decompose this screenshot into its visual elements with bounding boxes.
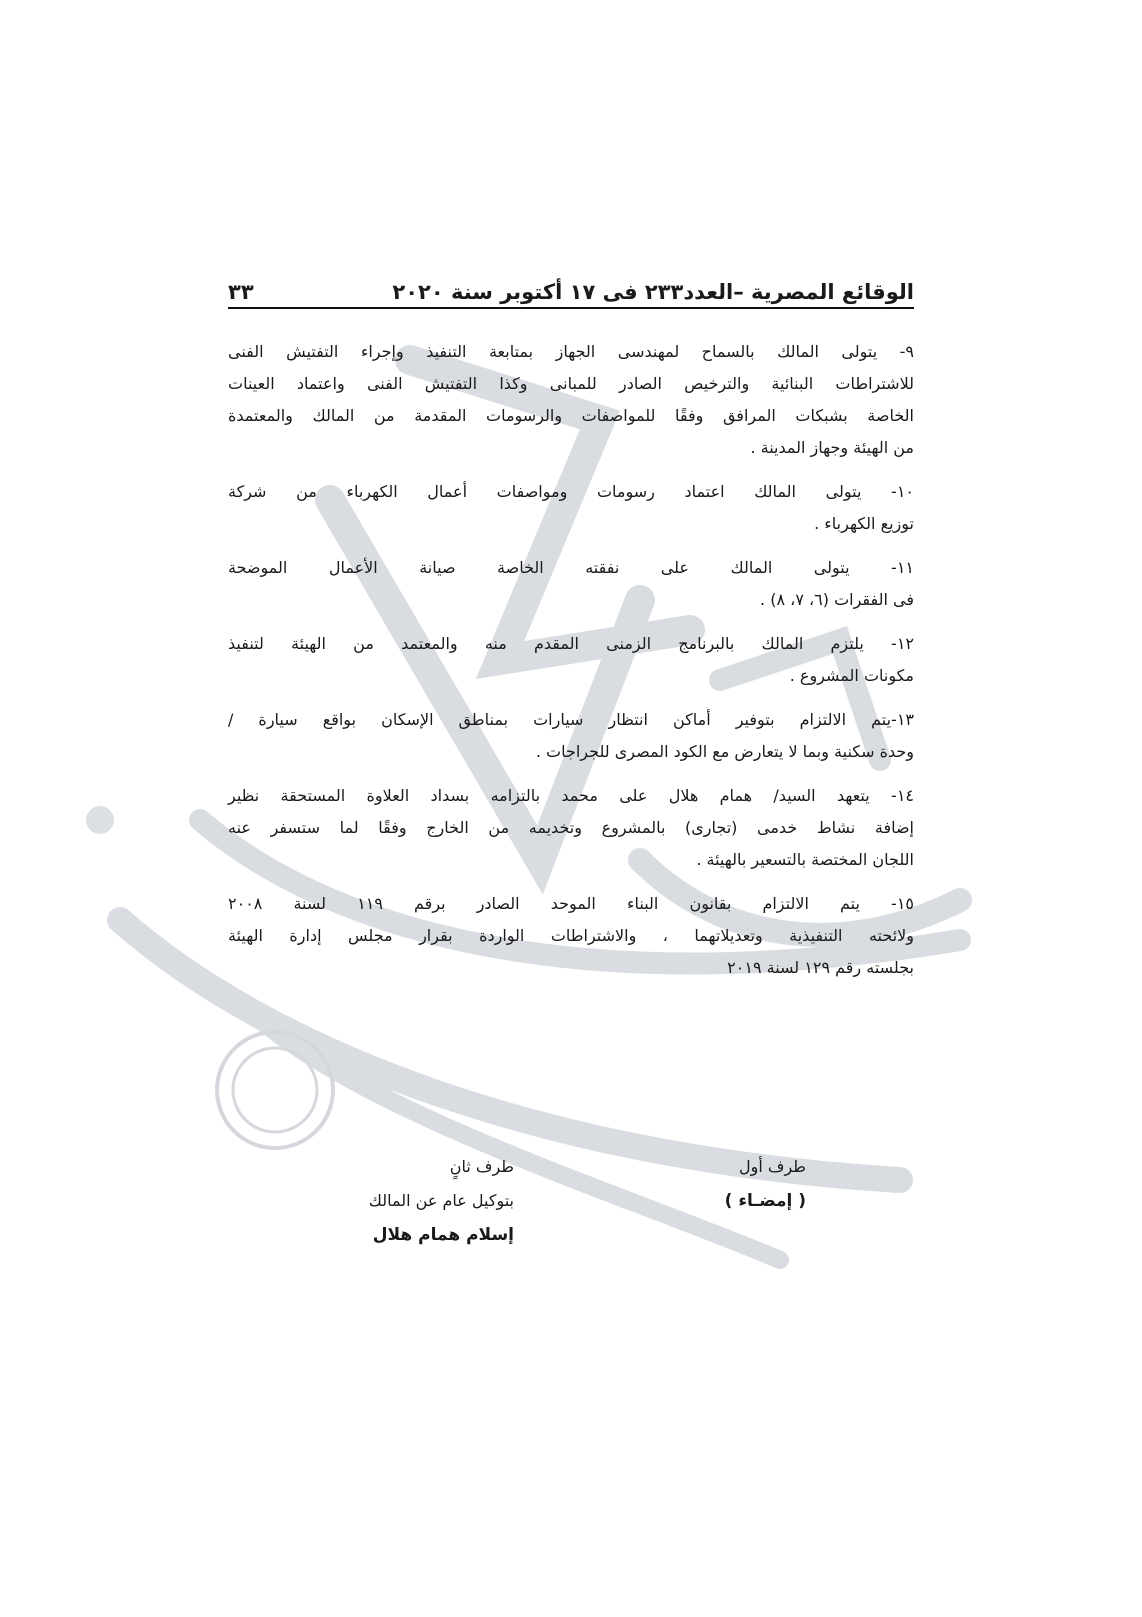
clause-10 <box>228 476 914 540</box>
page-header <box>228 252 914 304</box>
clause-line: ولائحته التنفيذية وتعديلاتهما ، والاشتراطات الواردة بقرار مجلس إدارة الهيئة <box>228 926 914 945</box>
clause-line: بجلسته رقم ١٢٩ لسنة ٢٠١٩ <box>727 958 914 977</box>
clause-line: ١٥- يتم الالتزام بقانون البناء الموحد الصادر برقم ١١٩ لسنة ٢٠٠٨ <box>228 894 914 913</box>
clause-9 <box>228 336 914 464</box>
first-party <box>725 1150 806 1218</box>
clause-15 <box>228 888 914 984</box>
clause-14 <box>228 780 914 876</box>
clause-line: ٩- يتولى المالك بالسماح لمهندسى الجهاز بمتابعة التنفيذ وإجراء التفتيش الفنى <box>228 342 914 361</box>
clause-line: إضافة نشاط خدمى (تجارى) بالمشروع وتخديمه من الخارج وفقًا لما ستسفر عنه <box>228 818 914 837</box>
clause-line: اللجان المختصة بالتسعير بالهيئة . <box>696 850 914 869</box>
page-number: ٣٣ <box>228 280 254 304</box>
clause-11 <box>228 552 914 616</box>
clause-line: ١٠- يتولى المالك اعتماد رسومات ومواصفات أعمال الكهرباء من شركة <box>228 482 914 501</box>
clause-line: وحدة سكنية وبما لا يتعارض مع الكود المصرى للجراجات . <box>535 742 914 761</box>
first-party-signature: ( إمضـاء ) <box>724 1191 806 1211</box>
gazette-title: الوقائع المصرية –العدد٢٣٣ فى ١٧ أكتوبر سنة ٢٠٢٠ <box>392 280 914 304</box>
clause-line: فى الفقرات (٦، ٧، ٨) . <box>760 590 914 609</box>
second-party-note: بتوكيل عام عن المالك <box>368 1191 514 1210</box>
clause-line: توزيع الكهرباء . <box>814 514 914 533</box>
first-party-label: طرف أول <box>738 1157 806 1176</box>
second-party-label: طرف ثانٍ <box>449 1157 514 1176</box>
second-party-name: إسلام همام هلال <box>372 1225 514 1245</box>
clause-line: الخاصة بشبكات المرافق وفقًا للمواصفات والرسومات المقدمة من المالك والمعتمدة <box>228 406 914 425</box>
clause-line: ١٣-يتم الالتزام بتوفير أماكن انتظار سيارات بمناطق الإسكان بواقع سيارة / <box>228 710 914 729</box>
clause-13 <box>228 704 914 768</box>
clause-line: من الهيئة وجهاز المدينة . <box>750 438 914 457</box>
second-party <box>369 1150 514 1252</box>
clause-line: ١٢- يلتزم المالك بالبرنامج الزمنى المقدم منه والمعتمد من الهيئة لتنفيذ <box>228 634 914 653</box>
clause-line: للاشتراطات البنائية والترخيص الصادر للمبانى وكذا التفتيش الفنى واعتماد العينات <box>228 374 914 393</box>
clause-line: مكونات المشروع . <box>789 666 914 685</box>
clause-line: ١١- يتولى المالك على نفقته الخاصة صيانة الأعمال الموضحة <box>228 558 914 577</box>
clause-line: ١٤- يتعهد السيد/ همام هلال على محمد بالتزامه بسداد العلاوة المستحقة نظير <box>228 786 914 805</box>
document-body <box>228 336 914 996</box>
header-divider <box>228 307 914 309</box>
signatures-block <box>228 1150 914 1260</box>
clause-12 <box>228 628 914 692</box>
